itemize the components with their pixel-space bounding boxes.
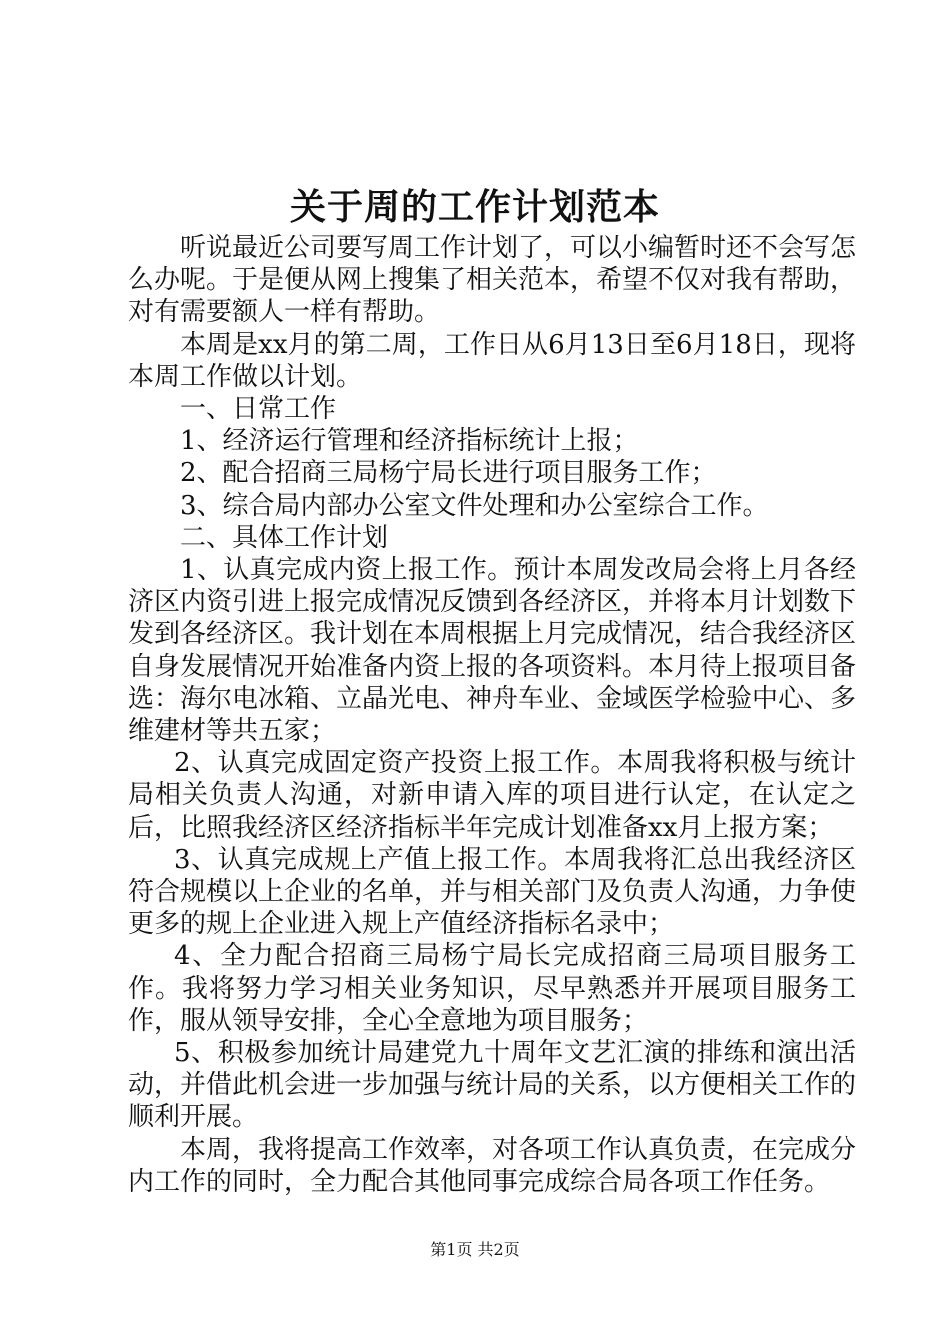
section-heading-specific-plan: 二、具体工作计划 xyxy=(180,522,389,553)
document-title: 关于周的工作计划范本 xyxy=(289,186,660,228)
plan-item-1: 1、认真完成内资上报工作。预计本周发改局会将上月各经济区内资引进上报完成情况反馈到各经济区，并将本月计划数下发到各经济区。我计划在本周根据上月完成情况，结合我经济区自身发展情况开始准备内资上报的各项资料。本月待上报项目备选：海尔电冰箱、立晶光电、神舟车业、金域医学检验中心、多维建材等共五家； xyxy=(128,555,857,747)
list-item-daily-3: 3、综合局内部办公室文件处理和办公室综合工作。 xyxy=(180,490,769,521)
list-item-daily-1: 1、经济运行管理和经济指标统计上报； xyxy=(180,426,639,457)
plan-item-4: 4、全力配合招商三局杨宁局长完成招商三局项目服务工作。我将努力学习相关业务知识，尽早熟悉并开展项目服务工作，服从领导安排，全心全意地为项目服务； xyxy=(128,941,856,1036)
paragraph-conclusion: 本周，我将提高工作效率，对各项工作认真负责，在完成分内工作的同时，全力配合其他同事完成综合局各项工作任务。 xyxy=(128,1134,857,1197)
document-body xyxy=(128,232,856,1198)
list-item-daily-2: 2、配合招商三局杨宁局长进行项目服务工作； xyxy=(180,458,717,489)
paragraph-intro: 听说最近公司要写周工作计划了，可以小编暂时还不会写怎么办呢。于是便从网上搜集了相关范本，希望不仅对我有帮助，对有需要额人一样有帮助。 xyxy=(128,233,857,328)
section-heading-daily-work: 一、日常工作 xyxy=(180,394,337,425)
plan-item-3: 3、认真完成规上产值上报工作。本周我将汇总出我经济区符合规模以上企业的名单，并与相关部门及负责人沟通，力争使更多的规上企业进入规上产值经济指标名录中； xyxy=(128,844,857,940)
plan-item-2: 2、认真完成固定资产投资上报工作。本周我将积极与统计局相关负责人沟通，对新申请入库的项目进行认定，在认定之后，比照我经济区经济指标半年完成计划准备xx月上报方案； xyxy=(128,748,856,843)
paragraph-week-info: 本周是xx月的第二周，工作日从6月13日至6月18日，现将本周工作做以计划。 xyxy=(128,329,856,392)
page-number-footer: 第1页 共2页 xyxy=(430,1240,520,1259)
plan-item-5: 5、积极参加统计局建党九十周年文艺汇演的排练和演出活动，并借此机会进一步加强与统计局的关系，以方便相关工作的顺利开展。 xyxy=(128,1038,857,1133)
